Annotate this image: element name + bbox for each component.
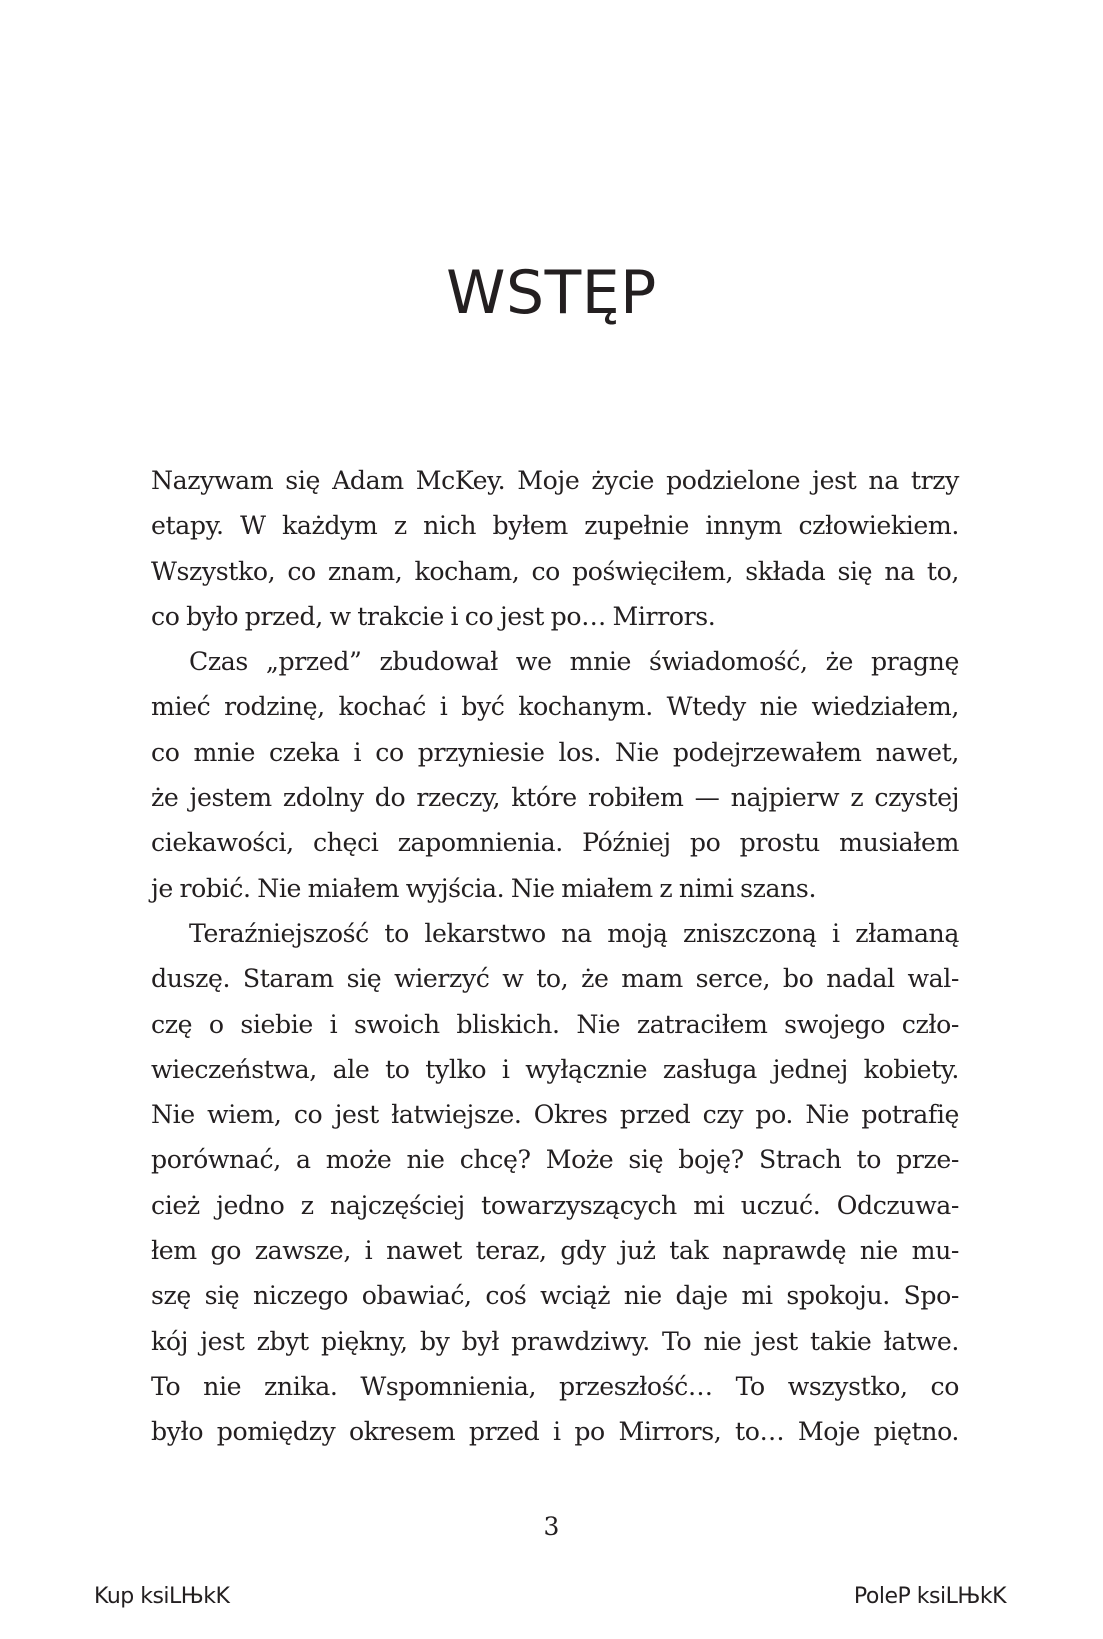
text-line: je robić. Nie miałem wyjścia. Nie miałem z nimi szans. xyxy=(151,873,817,903)
text-line: To nie znika. Wspomnienia, przeszłość… To wszystko, co xyxy=(151,1371,959,1401)
text-line: łem go zawsze, i nawet teraz, gdy już tak naprawdę nie mu- xyxy=(151,1236,959,1266)
text-line: szę się niczego obawiać, coś wciąż nie daje mi spokoju. Spo- xyxy=(151,1281,959,1311)
text-line: porównać, a może nie chcę? Może się boję? Strach to prze- xyxy=(151,1145,959,1175)
text-line: Nazywam się Adam McKey. Moje życie podzielone jest na trzy xyxy=(151,466,959,495)
footer-buy-book-link[interactable]: Kup ksiLЊkK xyxy=(94,1584,230,1609)
text-line: mieć rodzinę, kochać i być kochanym. Wtedy nie wiedziałem, xyxy=(151,692,959,722)
text-line: Wszystko, co znam, kocham, co poświęciłem, składa się na to, xyxy=(151,556,959,586)
text-line: kój jest zbyt piękny, by był prawdziwy. To nie jest takie łatwe. xyxy=(151,1326,959,1356)
text-line: duszę. Staram się wierzyć w to, że mam serce, bo nadal wal- xyxy=(151,964,959,994)
body-text xyxy=(151,458,959,1455)
footer-recommend-book-link[interactable]: PoleP ksiLЊkK xyxy=(853,1584,1006,1609)
text-line: wieczeństwa, ale to tylko i wyłącznie zasługa jednej kobiety. xyxy=(151,1054,959,1084)
text-line: etapy. W każdym z nich byłem zupełnie innym człowiekiem. xyxy=(151,511,959,541)
text-line: Teraźniejszość to lekarstwo na moją zniszczoną i złamaną xyxy=(189,918,959,948)
text-line: Czas „przed” zbudował we mnie świadomość, że pragnę xyxy=(189,647,959,677)
text-line: że jestem zdolny do rzeczy, które robiłem — najpierw z czystej xyxy=(151,783,959,813)
text-line: co było przed, w trakcie i co jest po… Mirrors. xyxy=(151,601,716,631)
page-number: 3 xyxy=(543,1512,560,1541)
text-line: czę o siebie i swoich bliskich. Nie zatraciłem swojego czło- xyxy=(151,1009,959,1039)
text-line: cież jedno z najczęściej towarzyszących mi uczuć. Odczuwa- xyxy=(151,1190,959,1220)
text-line: było pomiędzy okresem przed i po Mirrors, to… Moje piętno. xyxy=(151,1417,959,1447)
text-line: Nie wiem, co jest łatwiejsze. Okres przed czy po. Nie potrafię xyxy=(151,1100,959,1130)
text-line: ciekawości, chęci zapomnienia. Później po prostu musiałem xyxy=(151,828,959,858)
chapter-title: WSTĘP xyxy=(446,258,657,328)
text-line: co mnie czeka i co przyniesie los. Nie podejrzewałem nawet, xyxy=(151,737,959,767)
